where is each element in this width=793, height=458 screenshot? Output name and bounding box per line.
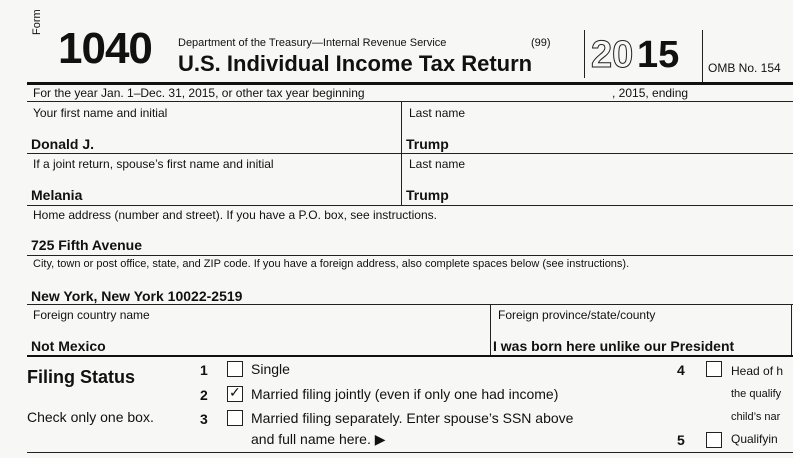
option-1-number: 1: [200, 362, 208, 378]
option-2-number: 2: [200, 387, 208, 403]
spouse-last-name-label: Last name: [409, 157, 466, 171]
first-name-field[interactable]: Donald J.: [31, 136, 95, 152]
option-3-number: 3: [200, 411, 208, 427]
single-label: Single: [251, 361, 290, 377]
foreign-right-divider: [791, 304, 792, 355]
check-mark-icon: ✓: [229, 384, 241, 400]
form-label: Form: [31, 9, 43, 35]
bottom-rule: [27, 452, 793, 453]
row-divider: [27, 304, 793, 305]
single-checkbox[interactable]: [227, 361, 243, 377]
home-address-label: Home address (number and street). If you have a P.O. box, see instructions.: [33, 208, 437, 222]
head-of-household-checkbox[interactable]: [706, 361, 722, 377]
option-4-number: 4: [677, 362, 685, 378]
filing-status-instruction: Check only one box.: [27, 409, 154, 425]
header-rule: [27, 82, 793, 85]
head-of-household-label: Head of h: [731, 364, 784, 378]
department-name: Department of the Treasury—Internal Revenue Service: [178, 37, 447, 49]
spouse-last-name-field[interactable]: Trump: [406, 187, 449, 203]
foreign-country-label: Foreign country name: [33, 308, 150, 322]
omb-number: OMB No. 154: [708, 61, 781, 75]
filing-status-title: Filing Status: [27, 367, 135, 387]
married-separately-checkbox[interactable]: [227, 410, 243, 426]
married-separately-label-2: and full name here. ▶: [251, 431, 386, 447]
form-title: U.S. Individual Income Tax Return: [178, 51, 533, 76]
tax-year-box: [584, 30, 703, 78]
head-of-household-label-2: the qualify: [731, 388, 782, 400]
attachment-code: (99): [531, 37, 551, 49]
option-5-number: 5: [677, 432, 685, 448]
tax-year-outline: 20: [591, 34, 634, 76]
city-field[interactable]: New York, New York 10022-2519: [31, 288, 243, 304]
spouse-first-name-label: If a joint return, spouse’s first name and initial: [33, 157, 274, 171]
row-divider: [27, 153, 793, 154]
home-address-field[interactable]: 725 Fifth Avenue: [31, 237, 142, 253]
married-jointly-label: Married filing jointly (even if only one had income): [251, 386, 559, 402]
omb-divider: [702, 30, 703, 82]
foreign-province-field[interactable]: I was born here unlike our President: [493, 338, 735, 354]
foreign-country-field[interactable]: Not Mexico: [31, 338, 106, 354]
head-of-household-label-3: child’s nar: [731, 411, 781, 423]
row-divider: [27, 101, 793, 102]
tax-year-solid: 15: [637, 34, 680, 76]
form-number: 1040: [58, 24, 152, 73]
qualifying-widow-label: Qualifyin: [731, 432, 778, 446]
tax-year-label: For the year Jan. 1–Dec. 31, 2015, or other tax year beginning: [33, 86, 365, 100]
foreign-province-label: Foreign province/state/county: [498, 308, 656, 322]
spouse-first-name-field[interactable]: Melania: [31, 187, 83, 203]
last-name-field[interactable]: Trump: [406, 136, 449, 152]
last-name-label: Last name: [409, 106, 466, 120]
city-label: City, town or post office, state, and ZIP code. If you have a foreign address, also complete spaces below (see instructions).: [33, 258, 630, 270]
tax-year-ending-label: , 2015, ending: [612, 86, 689, 100]
foreign-column-divider: [490, 304, 491, 355]
row-divider: [27, 255, 793, 256]
section-rule: [27, 355, 793, 357]
qualifying-widow-checkbox[interactable]: [706, 432, 722, 448]
first-name-label: Your first name and initial: [33, 106, 168, 120]
married-separately-label: Married filing separately. Enter spouse’s SSN above: [251, 410, 574, 426]
row-divider: [27, 205, 793, 206]
married-jointly-checkbox[interactable]: [227, 386, 243, 402]
